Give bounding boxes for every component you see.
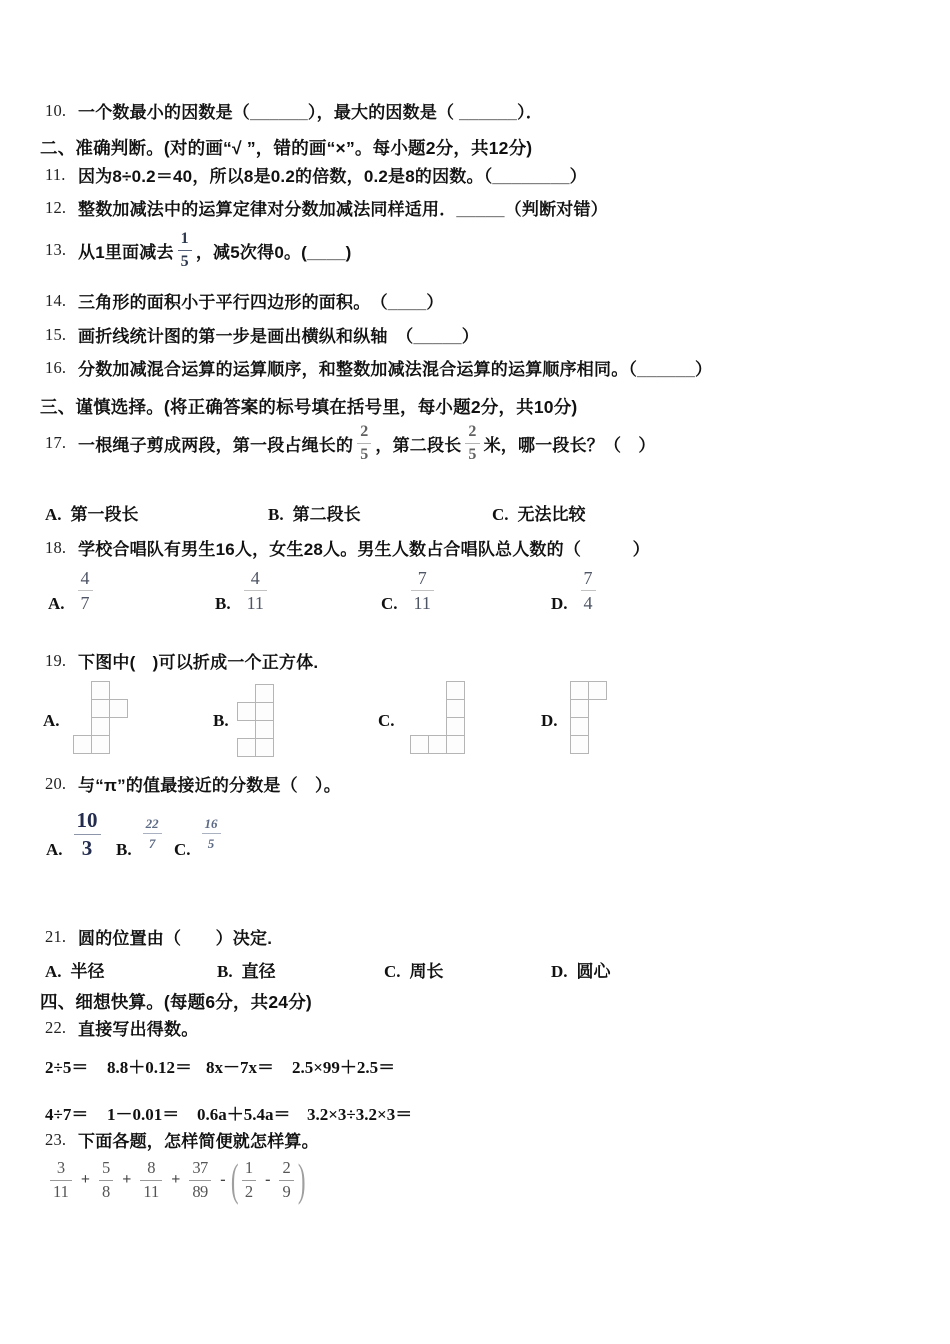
fraction-2-9: $\frac{2}{9}$ <box>279 1159 293 1201</box>
question-number: 22. <box>45 1017 67 1037</box>
q21-option-a: A. 半径 <box>45 962 105 981</box>
question-text: 因为8÷0.2＝40，所以8是0.2的倍数，0.2是8的因数。（________） <box>78 167 587 186</box>
cube-net-figure-d <box>570 681 608 755</box>
question-number: 21. <box>45 926 67 946</box>
cube-net-figure-a <box>73 681 129 755</box>
question-text: 整数加减法中的运算定律对分数加减法同样适用．_____（判断对错） <box>78 200 608 219</box>
q21-option-c: C. 周长 <box>384 962 444 981</box>
plus-operator: + <box>80 1171 91 1188</box>
question-11 <box>45 162 587 187</box>
question-text: 米，哪一段长？（ ） <box>483 435 656 455</box>
question-text: 与“π”的值最接近的分数是（ ）。 <box>78 776 341 795</box>
equation: 0.6a＋5.4a＝ <box>197 1105 291 1124</box>
question-text: ，第二段长 <box>375 435 462 455</box>
fraction-5-8: $\frac{5}{8}$ <box>99 1159 113 1201</box>
question-number: 20. <box>45 773 67 793</box>
left-paren: ( <box>230 1154 239 1206</box>
question-text: 分数加减混合运算的运算顺序，和整数加减法混合运算的运算顺序相同。（______） <box>78 360 713 379</box>
q18-option-b: B. $\frac{4}{11}$ <box>215 566 271 614</box>
section-2-header: 二、准确判断。(对的画“√ ”，错的画“×”。每小题2分，共12分) <box>40 138 533 158</box>
cube-net-figure-c <box>410 681 466 755</box>
question-12 <box>45 195 608 220</box>
question-number: 19. <box>45 650 67 670</box>
plus-operator: + <box>122 1171 132 1188</box>
equation: 1－0.01＝ <box>107 1105 180 1124</box>
q19-label-c: C. <box>378 711 395 730</box>
equation: 8.8＋0.12＝ <box>107 1058 192 1077</box>
question-23 <box>45 1127 319 1152</box>
plus-operator: + <box>171 1171 181 1188</box>
question-10 <box>45 98 543 123</box>
question-text: 圆的位置由（ ）决定. <box>78 929 273 948</box>
question-22 <box>45 1015 198 1040</box>
q17-option-a: A. 第一段长 <box>45 505 139 524</box>
fraction-3-8: $\frac{3}{8}$ <box>189 1159 203 1201</box>
q20-option-b: B. $\frac{22}{7}$ <box>116 802 166 860</box>
question-text: 一个数最小的因数是（______），最大的因数是（ ______）． <box>78 103 543 122</box>
question-19 <box>45 648 318 673</box>
fraction-16-5: $\frac{16}{5}$ <box>202 816 221 851</box>
equation: 3.2×3÷3.2×3＝ <box>307 1105 413 1124</box>
section-3-header: 三、谨慎选择。(将正确答案的标号填在括号里，每小题2分，共10分) <box>40 397 578 417</box>
equation: 8x－7x＝ <box>206 1058 274 1077</box>
fraction-4-7: $\frac{4}{7}$ <box>78 568 93 613</box>
q17-option-c: C. 无法比较 <box>492 505 586 524</box>
question-20 <box>45 771 341 796</box>
cube-net-figure-b <box>237 684 275 758</box>
equation: 2÷5＝ <box>45 1058 89 1077</box>
equation: 2.5×99＋2.5＝ <box>292 1058 396 1077</box>
fraction-1-2: $\frac{1}{2}$ <box>242 1159 256 1201</box>
fraction-2-5: $\frac{2}{5}$ <box>357 423 371 464</box>
section-4-header: 四、细想快算。(每题6分，共24分) <box>40 992 312 1012</box>
question-text: 学校合唱队有男生16人，女生28人。男生人数占合唱队总人数的（ ） <box>78 540 650 559</box>
right-paren: ) <box>297 1154 306 1206</box>
minus-operator: - <box>265 1171 271 1188</box>
q20-option-a: A. $\frac{10}{3}$ <box>46 802 105 860</box>
equation: 4÷7＝ <box>45 1105 89 1124</box>
question-text: 一根绳子剪成两段，第一段占绳长的 <box>78 435 354 455</box>
question-text: 下图中( )可以折成一个正方体. <box>78 653 319 672</box>
q17-option-b: B. 第二段长 <box>268 505 361 524</box>
question-14 <box>45 288 444 313</box>
question-text: 直接写出得数。 <box>78 1020 199 1039</box>
question-15 <box>45 322 479 347</box>
fraction-4-11: $\frac{4}{11}$ <box>244 568 267 613</box>
fraction-2-5: $\frac{2}{5}$ <box>465 423 479 464</box>
fraction-22-7: $\frac{22}{7}$ <box>143 816 162 851</box>
question-number: 18. <box>45 537 67 557</box>
q21-option-b: B. 直径 <box>217 962 276 981</box>
question-text: 从1里面减去 <box>78 242 174 262</box>
q19-label-a: A. <box>43 711 60 730</box>
question-text: ，减5次得0。(____) <box>195 242 352 262</box>
fraction-7-4: $\frac{7}{4}$ <box>581 568 596 613</box>
question-number: 14. <box>45 290 67 310</box>
question-13 <box>45 226 352 274</box>
fraction-7-11: $\frac{7}{11}$ <box>411 568 434 613</box>
fraction-7-9: $\frac{7}{9}$ <box>197 1159 211 1201</box>
q21-option-d: D. 圆心 <box>551 962 611 981</box>
q23-expression-2 <box>193 1155 305 1205</box>
question-number: 15. <box>45 324 67 344</box>
minus-operator: - <box>220 1171 226 1188</box>
q19-label-d: D. <box>541 711 558 730</box>
q20-option-c: C. $\frac{16}{5}$ <box>174 802 225 860</box>
question-number: 17. <box>45 433 67 452</box>
question-number: 23. <box>45 1129 67 1149</box>
q18-option-c: C. $\frac{7}{11}$ <box>381 566 438 614</box>
q18-option-d: D. $\frac{7}{4}$ <box>551 566 600 614</box>
question-number: 11. <box>45 164 66 184</box>
question-number: 13. <box>45 240 67 259</box>
question-text: 三角形的面积小于平行四边形的面积。 （____） <box>78 293 444 312</box>
fraction-10-3: $\frac{10}{3}$ <box>74 809 101 860</box>
question-18 <box>45 535 650 560</box>
question-21 <box>45 924 272 949</box>
question-text: 画折线统计图的第一步是画出横纵和纵轴 （_____） <box>78 327 479 346</box>
question-number: 12. <box>45 197 67 217</box>
q19-label-b: B. <box>213 711 229 730</box>
question-text: 下面各题，怎样简便就怎样算。 <box>78 1132 319 1151</box>
fraction-1-5: $\frac{1}{5}$ <box>178 230 192 271</box>
fraction-3-11: $\frac{3}{11}$ <box>50 1159 72 1201</box>
q18-option-a: A. $\frac{4}{7}$ <box>48 566 97 614</box>
question-number: 16. <box>45 357 67 377</box>
question-16 <box>45 355 712 380</box>
q23-expression-1 <box>46 1155 208 1205</box>
question-number: 10. <box>45 100 67 120</box>
question-17 <box>45 418 656 468</box>
fraction-8-11: $\frac{8}{11}$ <box>140 1159 162 1201</box>
